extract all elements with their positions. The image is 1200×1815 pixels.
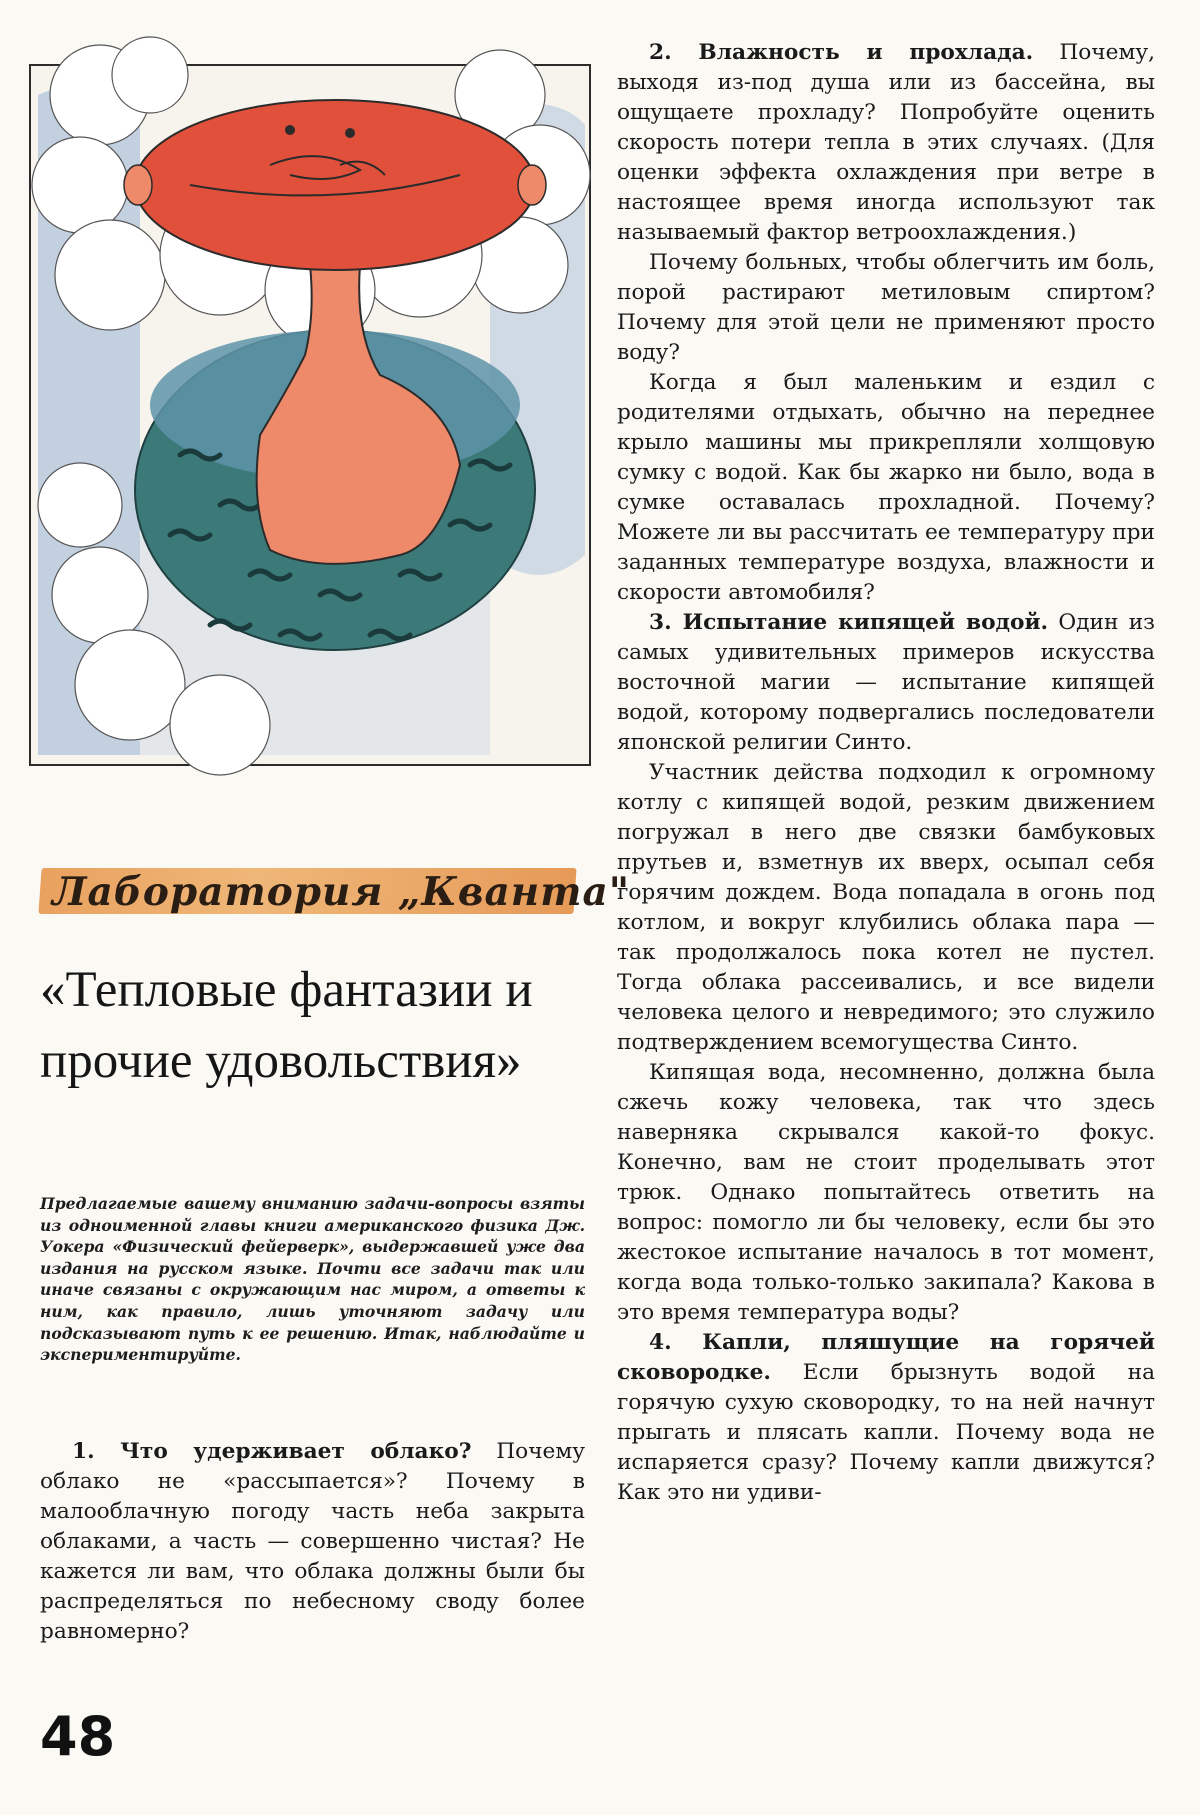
- paragraph-text: Почему, выходя из-под душа или из бассейна, вы ощущаете прохладу? Попробуйте оценить скорость потери тепла в этих случаях. (Для оценки эффекта охлаждения при ветре в настоящее время иногда используют так называемый фактор ветроохлаждения.): [617, 40, 1155, 245]
- question-heading: 2. Влажность и прохлада.: [649, 40, 1034, 65]
- paragraph: [40, 1437, 585, 1647]
- paragraph-text: Когда я был маленьким и ездил с родителями отдыхать, обычно на переднее крыло машины мы прикрепляли холщовую сумку с водой. Как бы жарко ни было, вода в сумке оставалась прохладной. Почему? Можете ли вы рассчитать ее температуру при заданных температуре воздуха, влажности и скорости автомобиля?: [617, 370, 1155, 605]
- paragraph: [617, 1058, 1155, 1328]
- paragraph-text: Почему облако не «рассыпается»? Почему в малооблачную погоду часть неба закрыта облаками, а часть — совершенно чистая? Не кажется ли вам, что облака должны были бы распределяться по небесному своду более равномерно?: [40, 1439, 585, 1644]
- paragraph-text: Кипящая вода, несомненно, должна была сжечь кожу человека, так что здесь наверняка скрывался какой-то фокус. Конечно, вам не стоит проделывать этот трюк. Однако попытайтесь ответить на вопрос: помогло ли бы человеку, если бы это жестокое испытание началось в тот момент, когда вода только-только закипала? Какова в это время температура воды?: [617, 1060, 1155, 1325]
- paragraph: [617, 758, 1155, 1058]
- question-heading: 4. Капли, пляшущие на горячей сковородке.: [617, 1330, 1155, 1385]
- paragraph-text: Участник действа подходил к огромному котлу с кипящей водой, резким движением погружал в него две связки бамбуковых прутьев и, взметнув их вверх, осыпал себя горячим дождем. Вода попадала в огонь под котлом, и вокруг клубились облака пара — так продолжалось пока котел не пустел. Тогда облака рассеивались, и все видели человека целого и невредимого; это служило подтверждением всемогущества Синто.: [617, 760, 1155, 1055]
- illustration-boiling-man: [20, 35, 600, 780]
- right-column: [617, 38, 1155, 1508]
- rubric-banner: [40, 860, 631, 922]
- paragraph-text: Почему больных, чтобы облегчить им боль, порой растирают метиловым спиртом? Почему для этой цели не применяют просто воду?: [617, 250, 1155, 365]
- rubric-label: Лаборатория „Кванта": [52, 869, 631, 915]
- paragraph: [617, 608, 1155, 758]
- paragraph: [617, 248, 1155, 368]
- paragraph: [617, 1328, 1155, 1508]
- paragraph: [617, 38, 1155, 248]
- article-title: «Тепловые фантазии и прочие удовольствия»: [40, 962, 533, 1089]
- left-column: [40, 1437, 585, 1647]
- illustration-drawing: [20, 35, 600, 780]
- article-intro: Предлагаемые вашему вниманию задачи-вопросы взяты из одноименной главы книги американского физика Дж. Уокера «Физический фейерверк», выдержавшей уже два издания на русском языке. Почти все задачи так или иначе связаны с окружающим нас миром, а ответы к ним, как правило, лишь уточняют задачу или подсказывают путь к ее решению. Итак, наблюдайте и экспериментируйте.: [40, 1194, 585, 1365]
- question-heading: 3. Испытание кипящей водой.: [649, 610, 1049, 635]
- question-heading: 1. Что удерживает облако?: [72, 1439, 472, 1464]
- page-number: 48: [40, 1705, 116, 1768]
- paragraph-text: Один из самых удивительных примеров искусства восточной магии — испытание кипящей водой, которому подвергались последователи японской религии Синто.: [617, 610, 1155, 755]
- paragraph: [617, 368, 1155, 608]
- paragraph-text: Если брызнуть водой на горячую сухую сковородку, то на ней начнут прыгать и плясать капли. Почему вода не испаряется сразу? Почему капли движутся? Как это ни удиви-: [617, 1360, 1155, 1505]
